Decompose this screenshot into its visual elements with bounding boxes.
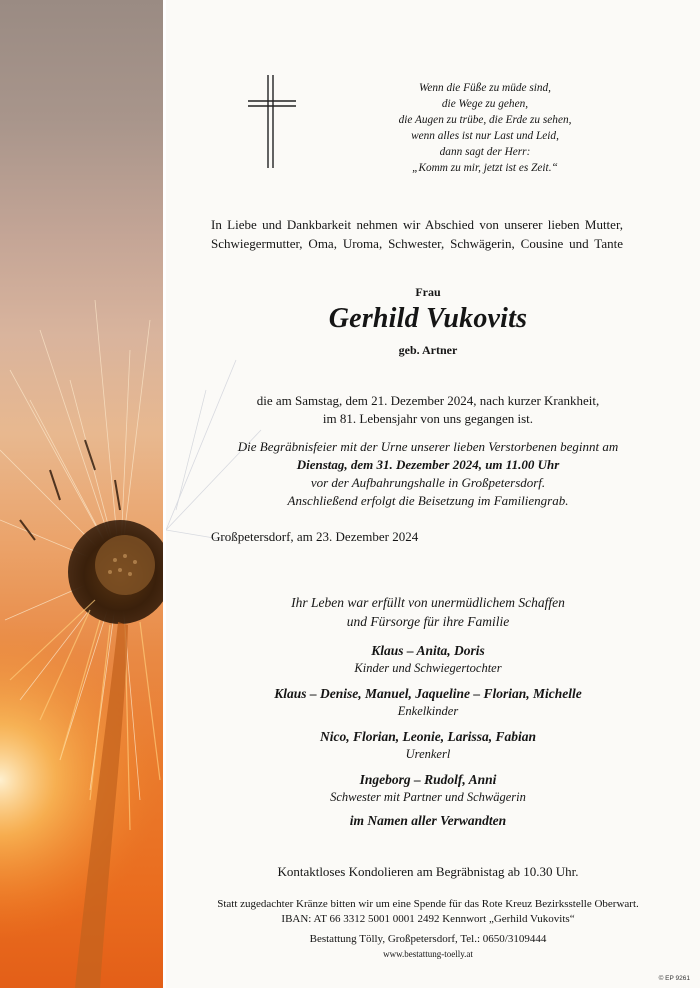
ceremony-line: vor der Aufbahrungshalle in Großpetersdorf.: [310, 475, 546, 490]
undertaker: Bestattung Tölly, Großpetersdorf, Tel.: 0650/3109444: [309, 933, 547, 945]
deceased-name: Gerhild Vukovits: [328, 303, 528, 334]
ceremony-date: Dienstag, dem 31. Dezember 2024, um 11.00 Uhr: [296, 457, 560, 472]
print-code: © EP 9261: [658, 975, 690, 982]
ceremony-line: Die Begräbnisfeier mit der Urne unserer lieben Verstorbenen beginnt am: [237, 439, 619, 454]
ceremony-notice: [166, 438, 690, 510]
family-names: Klaus – Anita, Doris: [371, 643, 485, 658]
verse-line: die Wege zu gehen,: [441, 98, 529, 110]
family-relation: Kinder und Schwiegertochter: [354, 661, 502, 675]
family-relation: Schwester mit Partner und Schwägerin: [330, 790, 526, 804]
family-relation: Urenkerl: [405, 747, 451, 761]
family-names: Klaus – Denise, Manuel, Jaqueline – Florian, Michelle: [274, 686, 582, 701]
verse-line: die Augen zu trübe, die Erde zu sehen,: [398, 114, 572, 126]
death-line: die am Samstag, dem 21. Dezember 2024, nach kurzer Krankheit,: [256, 393, 600, 408]
death-notice: [166, 392, 690, 428]
verse-line: wenn alles ist nur Last und Leid,: [411, 130, 559, 142]
relatives-line: im Namen aller Verwandten: [349, 813, 507, 828]
iban-line: IBAN: AT 66 3312 5001 0001 2492 Kennwort „Gerhild Vukovits“: [281, 913, 575, 925]
verse-line: dann sagt der Herr:: [439, 146, 531, 158]
family-group: [166, 771, 690, 805]
death-line: im 81. Lebensjahr von uns gegangen ist.: [322, 411, 534, 426]
condolence-note: Kontaktloses Kondolieren am Begräbnistag ab 10.30 Uhr.: [277, 864, 579, 879]
tribute-line: und Fürsorge für ihre Familie: [346, 614, 510, 629]
birth-name: geb. Artner: [398, 343, 458, 357]
tribute-line: Ihr Leben war erfüllt von unermüdlichem Schaffen: [291, 595, 565, 610]
family-group: [166, 728, 690, 762]
family-group: [166, 685, 690, 719]
ceremony-line: Anschließend erfolgt die Beisetzung im Familiengrab.: [287, 493, 569, 508]
place-date: Großpetersdorf, am 23. Dezember 2024: [211, 529, 419, 544]
intro-text: In Liebe und Dankbarkeit nehmen wir Abschied von unserer lieben Mutter, Schwiegermutter, Oma, Uroma, Schwester, Schwägerin, Cousine und Tante: [211, 217, 623, 251]
life-tribute: [166, 593, 690, 631]
family-names: Ingeborg – Rudolf, Anni: [359, 772, 497, 787]
verse: [380, 80, 590, 176]
verse-line: „Komm zu mir, jetzt ist es Zeit.“: [412, 162, 558, 174]
cross-icon: [246, 73, 298, 170]
family-relation: Enkelkinder: [397, 704, 459, 718]
dandelion-illustration: [0, 0, 163, 988]
website-link[interactable]: www.bestattung-toelly.at: [383, 949, 473, 959]
donation-note: [166, 897, 690, 927]
salutation: Frau: [415, 285, 441, 299]
verse-line: Wenn die Füße zu müde sind,: [419, 82, 551, 94]
donation-line: Statt zugedachter Kränze bitten wir um eine Spende für das Rote Kreuz Bezirksstelle Oberwart.: [217, 898, 639, 910]
family-group: [166, 642, 690, 676]
dandelion-sunset-photo: [0, 0, 163, 988]
family-names: Nico, Florian, Leonie, Larissa, Fabian: [319, 729, 537, 744]
